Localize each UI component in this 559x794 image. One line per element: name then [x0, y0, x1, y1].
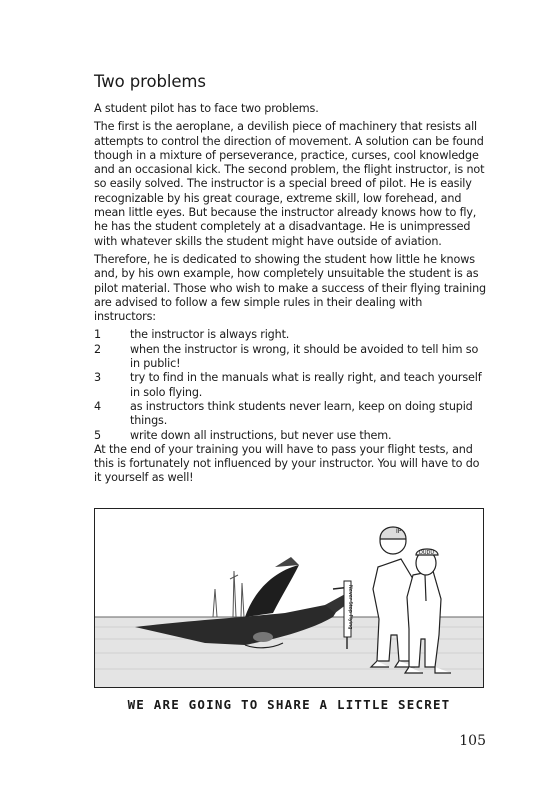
list-item-text: when the instructor is wrong, it should be avoided to tell him so in public! [130, 342, 479, 371]
paragraph-intro: A student pilot has to face two problems. [94, 102, 319, 115]
list-item [94, 328, 486, 342]
list-item-number: 2 [94, 342, 101, 356]
list-item-number: 3 [94, 371, 101, 385]
paragraph-problems: The first is the aeroplane, a devilish piece of machinery that resists all attempts to control the direction of movement. A solution can be found though in a mixture of perseverance, practice, curses, cool knowledge and an occasional kick. The second problem, the flight instructor, is not so easily solved. The instructor is a special breed of pilot. He is easily recognizable by his great courage, extreme skill, low forehead, and mean little eyes. But because the instructor already knows how to fly, he has the student completely at a disadvantage. He is unimpressed with whatever skills the student might have outside of aviation. [94, 120, 485, 248]
sign-label: Never Stop Flying [347, 585, 353, 630]
helmet-label: IP [396, 528, 402, 535]
page-title: Two problems [94, 72, 206, 91]
page-number: 105 [459, 733, 486, 749]
list-item [94, 343, 486, 372]
list-item [94, 429, 486, 443]
list-item [94, 371, 486, 400]
list-item-text: write down all instructions, but never use them. [130, 428, 392, 442]
body-text [94, 102, 486, 490]
list-item-text: try to find in the manuals what is really right, and teach yourself in solo flying. [130, 371, 482, 399]
list-item-text: as instructors think students never learn, keep on doing stupid things. [130, 399, 473, 428]
cartoon-caption: WE ARE GOING TO SHARE A LITTLE SECRET [127, 697, 451, 712]
trees [213, 571, 244, 617]
paragraph-closing: At the end of your training you will have to pass your flight tests, and this is fortunately not influenced by your instructor. You will have to do it yourself as well! [94, 442, 480, 485]
rules-list [94, 328, 486, 442]
list-item-number: 5 [94, 428, 101, 442]
cartoon-drawing [95, 509, 483, 687]
cartoon-illustration [94, 508, 484, 688]
list-item-text: the instructor is always right. [130, 328, 290, 342]
list-item-number: 1 [94, 328, 101, 342]
list-item [94, 400, 486, 429]
paragraph-rules-intro: Therefore, he is dedicated to showing the student how little he knows and, by his own example, how completely unsuitable the student is as pilot material. Those who wish to make a success of their flying training are advised to follow a few simple rules in their dealing with instructors: [94, 252, 486, 324]
cap-label: DUDU [419, 550, 435, 556]
list-item-number: 4 [94, 399, 101, 413]
